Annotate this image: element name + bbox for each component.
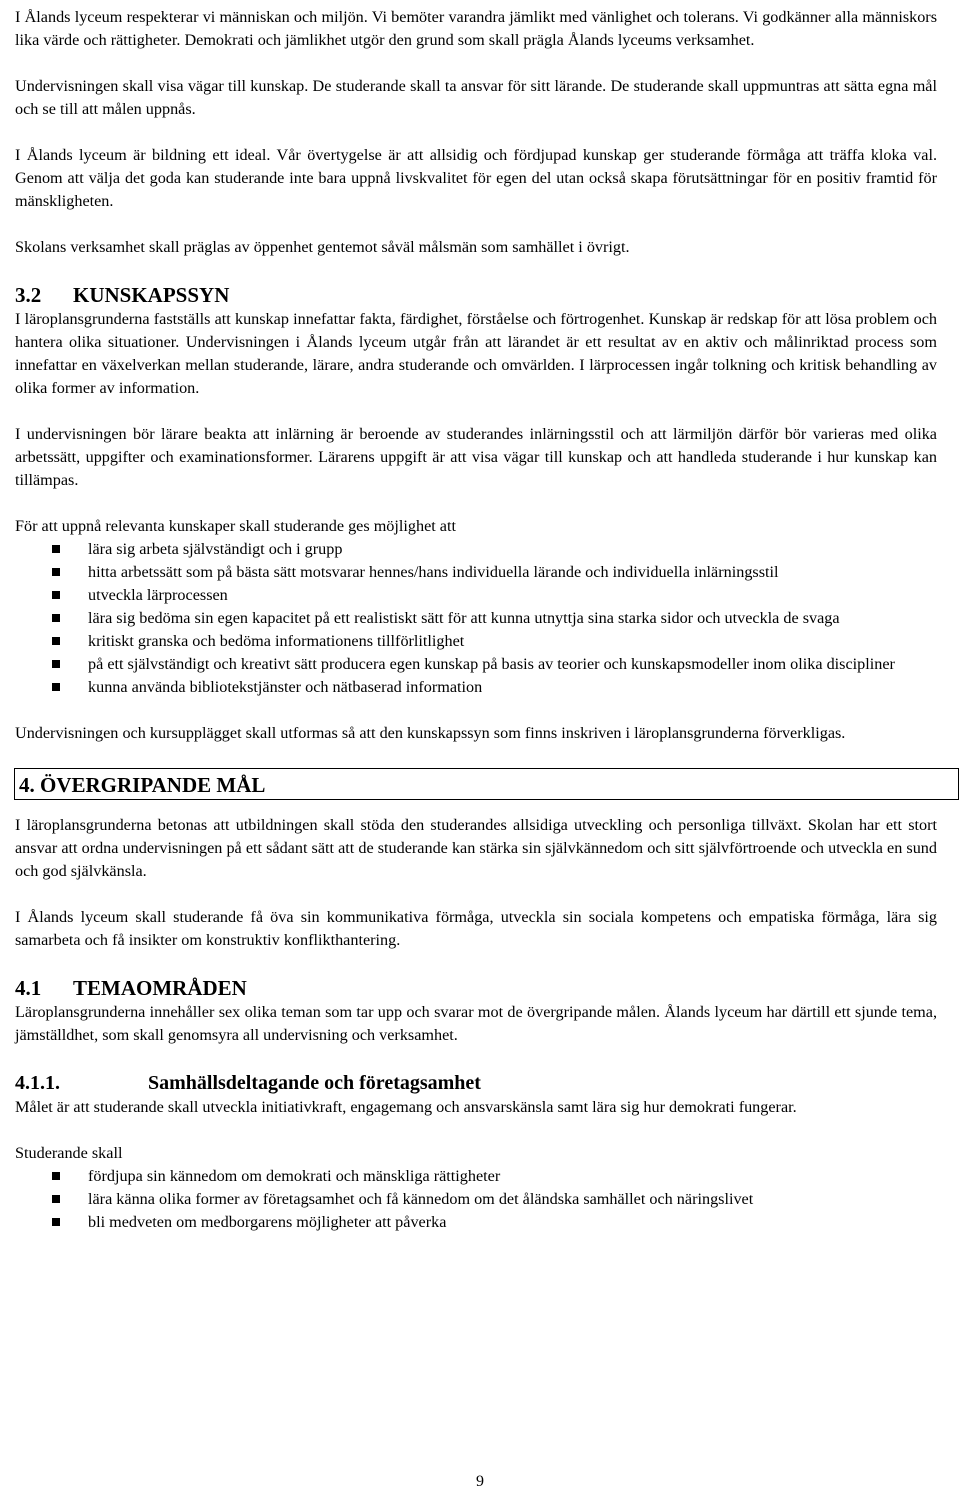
list-item: bli medveten om medborgarens möjligheter att påverka <box>15 1211 937 1234</box>
heading-number: 4.1 <box>15 976 42 1000</box>
list-item: fördjupa sin kännedom om demokrati och mänskliga rättigheter <box>15 1165 937 1188</box>
heading-number: 4.1.1. <box>15 1072 60 1094</box>
paragraph-teacher-role: I undervisningen bör lärare beakta att inlärning är beroende av studerandes inlärningsstil och att lärmiljön därför bör varieras med olika arbetssätt, uppgifter och examinationsformer. Lärarens uppgift är att visa vägar till kunskap och att handleda studerande i hur kunskap kan tillämpas. <box>15 425 937 489</box>
list-item: kritiskt granska och bedöma informationens tillförlitlighet <box>15 630 937 653</box>
heading-4-boxed: 4. ÖVERGRIPANDE MÅL <box>14 768 959 800</box>
paragraph-values: I Ålands lyceum respekterar vi människan och miljön. Vi bemöter varandra jämlikt med vänlighet och tolerans. Vi godkänner alla människors lika värde och rättigheter. Demokrati och jämlikhet utgör den grund som skall prägla Ålands lyceums verksamhet. <box>15 8 937 49</box>
list-item: lära sig bedöma sin egen kapacitet på ett realistiskt sätt för att kunna utnyttja sina starka sidor och utveckla de svaga <box>15 607 937 630</box>
list-item: utveckla lärprocessen <box>15 584 937 607</box>
heading-title: TEMAOMRÅDEN <box>73 976 247 1000</box>
list-item: på ett självständigt och kreativt sätt producera egen kunskap på basis av teorier och kunskapsmodeller inom olika discipliner <box>15 653 937 676</box>
paragraph-education-ideal: I Ålands lyceum är bildning ett ideal. Vår övertygelse är att allsidig och fördjupad kunskap ger studerande förmåga att träffa kloka val. Genom att välja det goda kan studerande inte bara uppnå livskvalitet för egen del utan också skapa förutsättningar för en positiv framtid för mänskligheten. <box>15 146 937 210</box>
heading-4-1-1 <box>15 1070 937 1096</box>
heading-title: KUNSKAPSSYN <box>73 283 230 307</box>
list-intro: Studerande skall <box>15 1144 123 1162</box>
paragraph-personal-growth: I läroplansgrunderna betonas att utbildningen skall stöda den studerandes allsidiga utveckling och personliga tillväxt. Skolan har ett stort ansvar att ordna undervisningen på ett sådant sätt att de studerande kan stärka sin självkännedom och sitt självförtroende och utveckla en sund och god självkänsla. <box>15 816 937 880</box>
paragraph-knowledge-definition: I läroplansgrunderna fastställs att kunskap innefattar fakta, färdighet, förståelse och förtrogenhet. Kunskap är redskap för att lösa problem och hantera olika situationer. Undervisningen i Ålands lyceum utgår från att lärandet är ett resultat av en aktiv och målinriktad process som innefattar en växelverkan mellan studerande, lärare, andra studerande och omvärlden. I lärprocessen ingår tolkning och kritisk behandling av olika former av information. <box>15 310 937 397</box>
paragraph-openness: Skolans verksamhet skall präglas av öppenhet gentemot såväl målsmän som samhället i övrigt. <box>15 238 630 256</box>
page-number: 9 <box>476 1473 484 1490</box>
list-item: kunna använda bibliotekstjänster och nätbaserad information <box>15 676 937 699</box>
paragraph-communication: I Ålands lyceum skall studerande få öva sin kommunikativa förmåga, utveckla sin sociala kompetens och empatiska förmåga, lära sig samarbeta och få insikter om konstruktiv konflikthantering. <box>15 908 937 949</box>
list-item: lära känna olika former av företagsamhet och få kännedom om det åländska samhället och näringslivet <box>15 1188 937 1211</box>
list-item: lära sig arbeta självständigt och i grupp <box>15 538 937 561</box>
list-intro: För att uppnå relevanta kunskaper skall studerande ges möjlighet att <box>15 517 456 535</box>
paragraph-themes: Läroplansgrunderna innehåller sex olika teman som tar upp och svarar mot de övergripande målen. Ålands lyceum har därtill ett sjunde tema, jämställdhet, som skall genomsyra all undervisning och verksamhet. <box>15 1003 937 1044</box>
heading-4-1 <box>15 975 937 1001</box>
heading-title: Samhällsdeltagande och företagsamhet <box>148 1072 481 1094</box>
paragraph-goal: Målet är att studerande skall utveckla initiativkraft, engagemang och ansvarskänsla samt lära sig hur demokrati fungerar. <box>15 1098 797 1116</box>
bullet-list-civic <box>15 1165 937 1234</box>
paragraph-learning: Undervisningen skall visa vägar till kunskap. De studerande skall ta ansvar för sitt lärande. De studerande skall uppmuntras att sätta egna mål och se till att målen uppnås. <box>15 77 937 118</box>
document-page <box>15 6 937 1257</box>
paragraph-course-design: Undervisningen och kursupplägget skall utformas så att den kunskapssyn som finns inskriven i läroplansgrunderna förverkligas. <box>15 724 846 742</box>
heading-number: 3.2 <box>15 283 42 307</box>
list-item: hitta arbetssätt som på bästa sätt motsvarar hennes/hans individuella lärande och individuella inlärningsstil <box>15 561 937 584</box>
heading-3-2 <box>15 282 937 308</box>
bullet-list-knowledge <box>15 538 937 699</box>
